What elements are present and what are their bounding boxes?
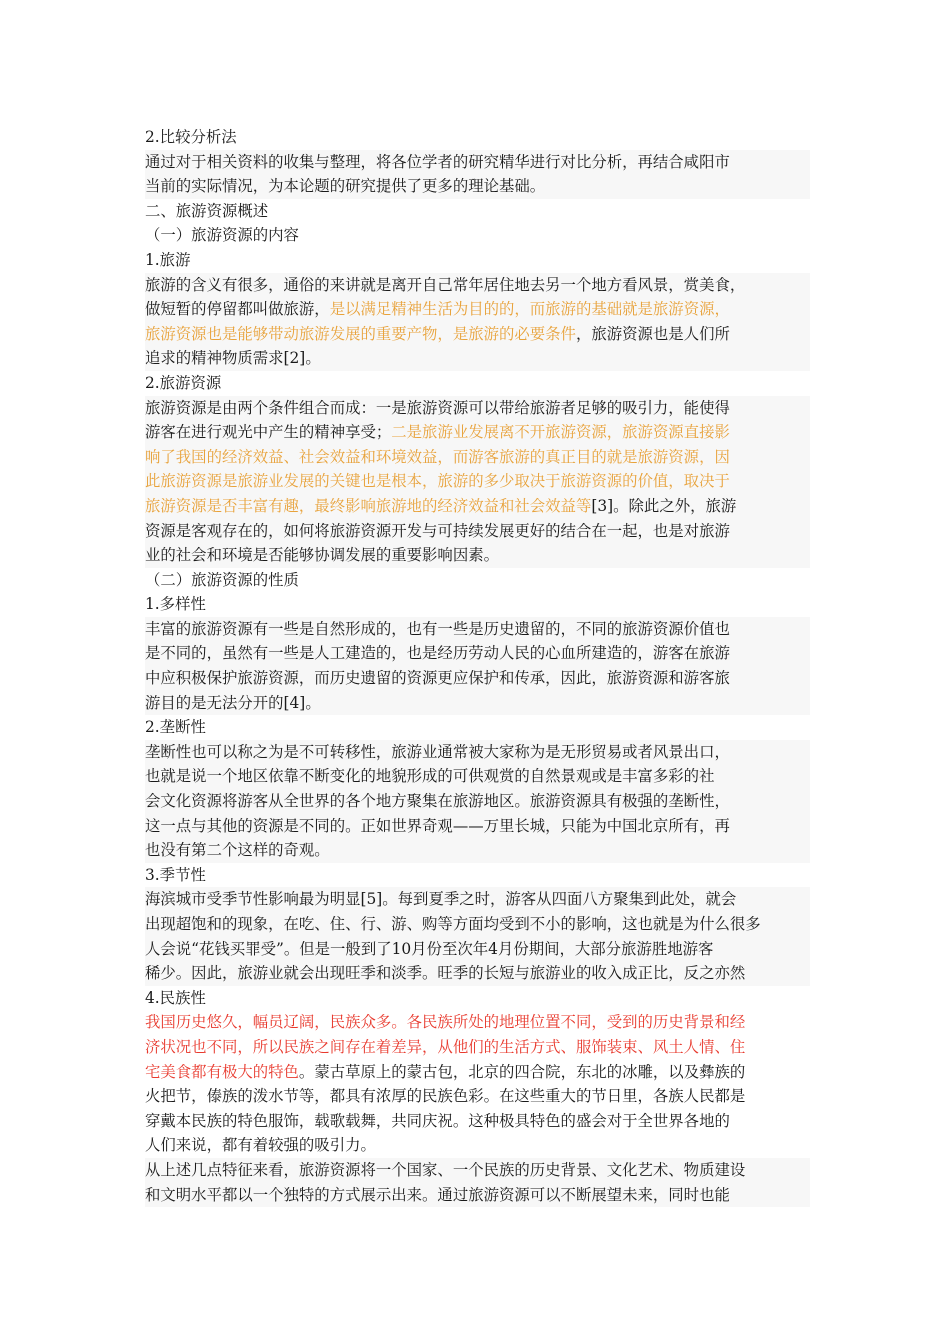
text-segment: 火把节，傣族的泼水节等，都具有浓厚的民族色彩。在这些重大的节日里，各族人民都是 bbox=[145, 1087, 746, 1106]
text-segment: 2.比较分析法 bbox=[145, 128, 237, 146]
text-segment: 1.多样性 bbox=[145, 595, 206, 614]
text-segment: 是不同的，虽然有一些是人工建造的，也是经历劳动人民的心血所建造的，游客在旅游 bbox=[145, 644, 730, 663]
text-segment: 旅游的含义有很多，通俗的来讲就是离开自己常年居住地去另一个地方看风景，赏美食， bbox=[145, 275, 746, 294]
text-segment: 2.旅游资源 bbox=[145, 373, 222, 392]
text-line bbox=[145, 322, 810, 347]
text-segment: 业的社会和环境是否能够协调发展的重要影响因素。 bbox=[145, 546, 499, 565]
text-line bbox=[145, 1060, 810, 1085]
text-line bbox=[145, 691, 810, 716]
text-segment: 2.垄断性 bbox=[145, 718, 206, 737]
text-line bbox=[145, 297, 810, 322]
text-segment: ，旅游资源也是人们所 bbox=[575, 324, 730, 343]
text-line bbox=[145, 1109, 810, 1134]
text-line bbox=[145, 396, 810, 421]
text-segment: 会文化资源将游客从全世界的各个地方聚集在旅游地区。旅游资源具有极强的垄断性， bbox=[145, 792, 730, 811]
text-segment: 。蒙古草原上的蒙古包，北京的四合院，东北的冰雕，以及彝族的 bbox=[298, 1062, 746, 1081]
text-line bbox=[145, 1084, 810, 1109]
text-segment: 中应积极保护旅游资源，而历史遗留的资源更应保护和传承，因此，旅游资源和游客旅 bbox=[145, 669, 730, 688]
text-line bbox=[145, 346, 810, 371]
text-segment: 做短暂的停留都叫做旅游， bbox=[145, 300, 330, 319]
text-segment: 这一点与其他的资源是不同的。正如世界奇观——万里长城，只能为中国北京所有，再 bbox=[145, 816, 730, 835]
text-line bbox=[145, 494, 810, 519]
text-segment: （二）旅游资源的性质 bbox=[145, 570, 299, 589]
text-line bbox=[145, 519, 810, 544]
text-segment: 也没有第二个这样的奇观。 bbox=[145, 841, 330, 860]
text-segment: 游目的是无法分开的[4]。 bbox=[145, 693, 321, 712]
text-line bbox=[145, 1133, 810, 1158]
text-segment: 通过对于相关资料的收集与整理，将各位学者的研究精华进行对比分析，再结合咸阳市 bbox=[145, 152, 730, 171]
text-segment: 1.旅游 bbox=[145, 250, 191, 269]
highlighted-text-red: 我国历史悠久，幅员辽阔，民族众多。各民族所处的地理位置不同，受到的历史背景和经 bbox=[145, 1013, 746, 1032]
text-segment: 出现超饱和的现象，在吃、住、行、游、购等方面均受到不小的影响，这也就是为什么很多 bbox=[145, 915, 761, 933]
text-segment: 稀少。因此，旅游业就会出现旺季和淡季。旺季的长短与旅游业的收入成正比，反之亦然 bbox=[145, 964, 746, 983]
text-segment: 旅游资源是由两个条件组合而成：一是旅游资源可以带给旅游者足够的吸引力，能使得 bbox=[145, 398, 730, 417]
text-line bbox=[145, 1183, 810, 1208]
text-line bbox=[145, 1158, 810, 1183]
text-segment: [3]。除此之外，旅游 bbox=[591, 496, 737, 515]
text-segment: 从上述几点特征来看，旅游资源将一个国家、一个民族的历史背景、文化艺术、物质建设 bbox=[145, 1160, 746, 1179]
text-line bbox=[145, 371, 810, 396]
text-line bbox=[145, 814, 810, 839]
text-segment: 追求的精神物质需求[2]。 bbox=[145, 349, 321, 368]
highlighted-text-orange: 旅游资源是否丰富有趣，最终影响旅游地的经济效益和社会效益等 bbox=[145, 496, 592, 515]
text-line bbox=[145, 469, 810, 494]
text-segment: （一）旅游资源的内容 bbox=[145, 226, 299, 245]
text-line bbox=[145, 150, 810, 175]
text-segment: 垄断性也可以称之为是不可转移性，旅游业通常被大家称为是无形贸易或者风景出口， bbox=[145, 742, 730, 761]
highlighted-text-red: 宅美食都有极大的特色 bbox=[145, 1062, 299, 1081]
text-line bbox=[145, 666, 810, 691]
text-line bbox=[145, 174, 810, 199]
text-segment: 也就是说一个地区依靠不断变化的地貌形成的可供观赏的自然景观或是丰富多彩的社 bbox=[145, 767, 715, 786]
text-line bbox=[145, 937, 810, 962]
text-segment: 穿戴本民族的特色服饰，载歌载舞，共同庆祝。这种极具特色的盛会对于全世界各地的 bbox=[145, 1111, 730, 1130]
text-line bbox=[145, 125, 810, 150]
text-line bbox=[145, 223, 810, 248]
text-line bbox=[145, 568, 810, 593]
highlighted-text-orange: 是以满足精神生活为目的的，而旅游的基础就是旅游资源， bbox=[329, 300, 730, 319]
text-segment: 4.民族性 bbox=[145, 988, 206, 1007]
highlighted-text-orange: 此旅游资源是旅游业发展的关键也是根本，旅游的多少取决于旅游资源的价值，取决于 bbox=[145, 472, 730, 491]
text-line bbox=[145, 1010, 810, 1035]
text-line bbox=[145, 617, 810, 642]
document-page bbox=[145, 125, 810, 1207]
text-line bbox=[145, 986, 810, 1011]
text-segment: 人们来说，都有着较强的吸引力。 bbox=[145, 1136, 376, 1155]
text-line bbox=[145, 273, 810, 298]
text-line bbox=[145, 912, 810, 937]
text-line bbox=[145, 199, 810, 224]
text-segment: 当前的实际情况，为本论题的研究提供了更多的理论基础。 bbox=[145, 177, 546, 196]
text-segment: 二、旅游资源概述 bbox=[145, 201, 269, 220]
text-line bbox=[145, 838, 810, 863]
text-segment: 丰富的旅游资源有一些是自然形成的，也有一些是历史遗留的，不同的旅游资源价值也 bbox=[145, 619, 730, 638]
text-line bbox=[145, 445, 810, 470]
text-segment: 游客在进行观光中产生的精神享受； bbox=[145, 423, 392, 442]
text-line bbox=[145, 248, 810, 273]
text-line bbox=[145, 887, 810, 912]
text-line bbox=[145, 961, 810, 986]
text-line bbox=[145, 740, 810, 765]
highlighted-text-orange: 响了我国的经济效益、社会效益和环境效益，而游客旅游的真正目的就是旅游资源，因 bbox=[145, 447, 730, 466]
text-line bbox=[145, 863, 810, 888]
highlighted-text-orange: 旅游资源也是能够带动旅游发展的重要产物，是旅游的必要条件 bbox=[145, 324, 576, 343]
text-line bbox=[145, 715, 810, 740]
text-segment: 3.季节性 bbox=[145, 865, 206, 884]
text-line bbox=[145, 543, 810, 568]
text-segment: 和文明水平都以一个独特的方式展示出来。通过旅游资源可以不断展望未来，同时也能 bbox=[145, 1185, 730, 1204]
text-segment: 资源是客观存在的，如何将旅游资源开发与可持续发展更好的结合在一起，也是对旅游 bbox=[145, 521, 730, 540]
text-line bbox=[145, 592, 810, 617]
text-line bbox=[145, 1035, 810, 1060]
text-line bbox=[145, 641, 810, 666]
text-segment: 海滨城市受季节性影响最为明显[5]。每到夏季之时，游客从四面八方聚集到此处，就会 bbox=[145, 890, 737, 909]
text-line bbox=[145, 764, 810, 789]
text-segment: 人会说“花钱买罪受”。但是一般到了10月份至次年4月份期间，大部分旅游胜地游客 bbox=[145, 939, 714, 958]
highlighted-text-orange: 二是旅游业发展离不开旅游资源，旅游资源直接影 bbox=[391, 423, 730, 442]
text-line bbox=[145, 789, 810, 814]
text-line bbox=[145, 420, 810, 445]
highlighted-text-red: 济状况也不同，所以民族之间存在着差异，从他们的生活方式、服饰装束、风土人情、住 bbox=[145, 1037, 746, 1056]
